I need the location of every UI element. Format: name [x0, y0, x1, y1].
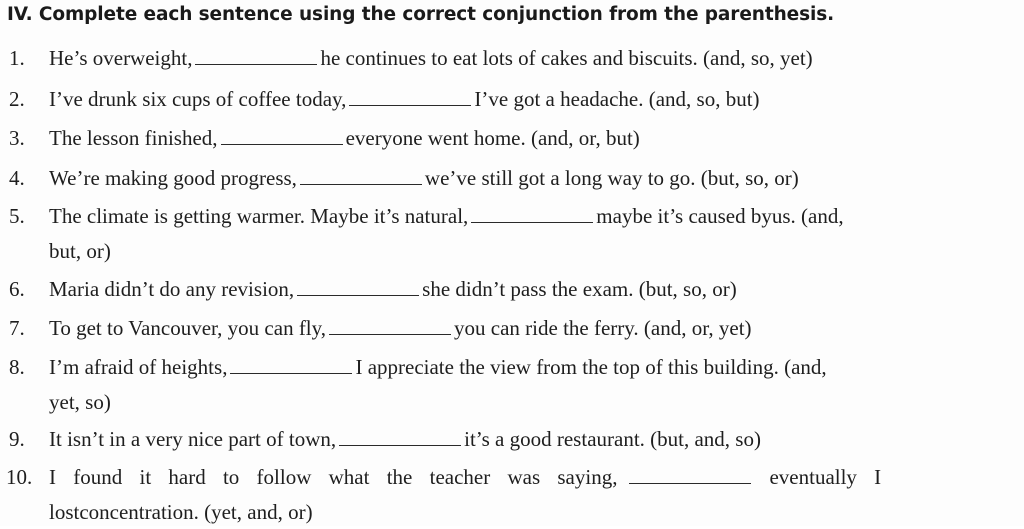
question-sentence	[49, 122, 640, 155]
sentence-end: I appreciate the view from the top of this building. (and,	[355, 355, 827, 379]
sentence-start: It isn’t in a very nice part of town,	[49, 427, 337, 451]
question-sentence	[49, 42, 813, 75]
question-sentence	[49, 351, 827, 384]
answer-blank[interactable]	[349, 87, 471, 106]
question-sentence	[49, 312, 752, 345]
sentence-end: she didn’t pass the exam. (but, so, or)	[422, 277, 737, 301]
question-sentence	[49, 200, 844, 233]
sentence-start: The climate is getting warmer. Maybe it’s natural,	[49, 204, 469, 228]
sentence-end: everyone went home. (and, or, but)	[345, 126, 640, 150]
sentence-end: we’ve still got a long way to go. (but, so, or)	[424, 166, 799, 190]
exercise-title: IV. Complete each sentence using the correct conjunction from the parenthesis.	[7, 4, 835, 25]
answer-blank[interactable]	[297, 277, 419, 296]
question-number: 7.	[9, 316, 25, 340]
sentence-start: He’s overweight,	[49, 46, 193, 70]
question-number: 5.	[9, 204, 25, 228]
question-number: 8.	[9, 355, 25, 379]
sentence-end: maybe it’s caused byus. (and,	[596, 204, 844, 228]
sentence-start: We’re making good progress,	[49, 166, 297, 190]
question-number: 10.	[6, 465, 33, 489]
answer-blank[interactable]	[471, 204, 593, 223]
sentence-start: The lesson finished,	[49, 126, 218, 150]
sentence-start: To get to Vancouver, you can fly,	[49, 316, 327, 340]
question-sentence	[49, 162, 799, 195]
sentence-end: you can ride the ferry. (and, or, yet)	[454, 316, 752, 340]
question-number: 6.	[9, 277, 25, 301]
question-number: 1.	[9, 46, 25, 70]
question-number: 2.	[9, 87, 25, 111]
sentence-continuation: yet, so)	[49, 390, 111, 414]
sentence-end: he continues to eat lots of cakes and biscuits. (and, so, yet)	[320, 46, 813, 70]
sentence-start: Maria didn’t do any revision,	[49, 277, 295, 301]
question-sentence	[49, 83, 760, 116]
sentence-start: I’m afraid of heights,	[49, 355, 228, 379]
answer-blank[interactable]	[221, 126, 343, 145]
answer-blank[interactable]	[339, 427, 461, 446]
sentence-start: I found it hard to follow what the teacher was saying,	[49, 465, 618, 489]
answer-blank[interactable]	[300, 166, 422, 185]
question-sentence	[49, 273, 737, 306]
question-number: 9.	[9, 427, 25, 451]
question-sentence	[49, 423, 761, 456]
answer-blank[interactable]	[329, 316, 451, 335]
question-number: 3.	[9, 126, 25, 150]
sentence-continuation: but, or)	[49, 239, 111, 263]
question-number: 4.	[9, 166, 25, 190]
sentence-continuation: lostconcentration. (yet, and, or)	[49, 500, 313, 524]
answer-blank[interactable]	[195, 46, 317, 65]
sentence-end: I’ve got a headache. (and, so, but)	[474, 87, 760, 111]
question-sentence	[49, 461, 881, 494]
answer-blank[interactable]	[230, 355, 352, 374]
sentence-end: it’s a good restaurant. (but, and, so)	[464, 427, 761, 451]
answer-blank[interactable]	[629, 465, 751, 484]
sentence-start: I’ve drunk six cups of coffee today,	[49, 87, 347, 111]
sentence-end: eventually I	[769, 465, 882, 489]
